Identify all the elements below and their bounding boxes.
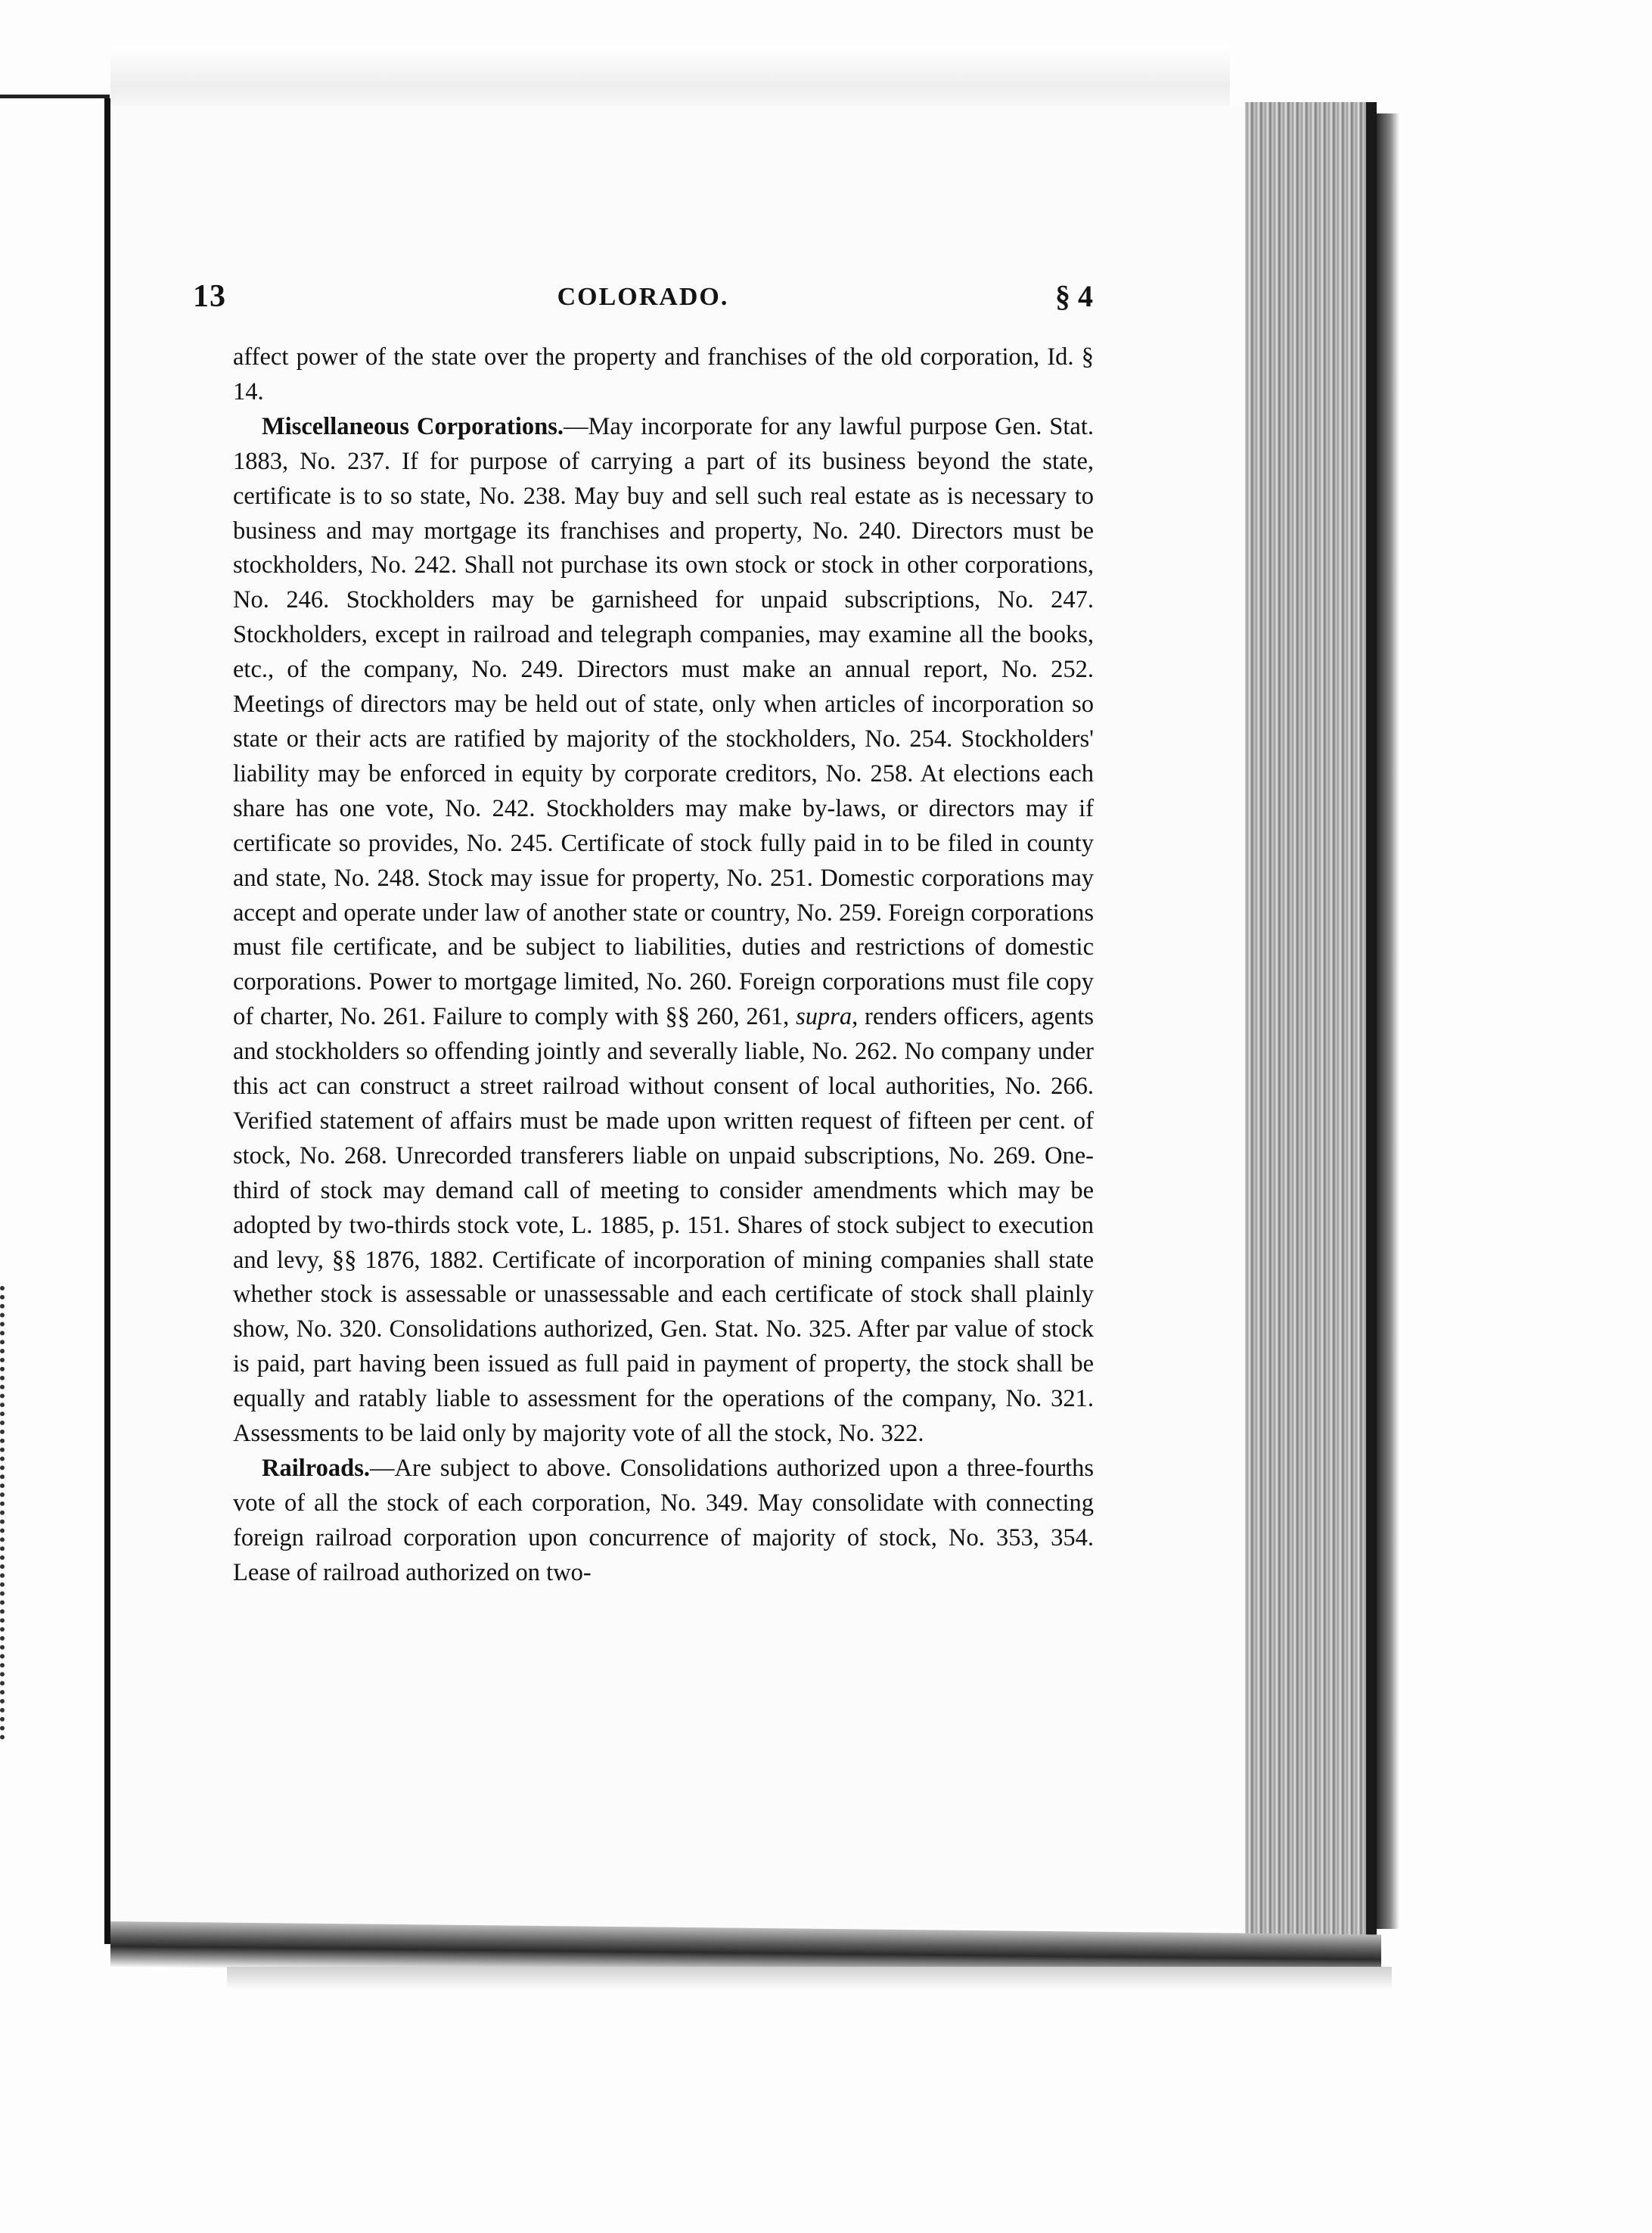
paragraph-text: affect power of the state over the property and franchises of the old corporation, Id. § 14. — [233, 343, 1094, 405]
paragraph-italic-term: supra — [796, 1003, 852, 1031]
page-number: 13 — [193, 279, 226, 314]
body-text — [233, 340, 1094, 1591]
paragraph-heading: Miscellaneous Corporations. — [262, 412, 564, 440]
section-mark: § 4 — [1055, 279, 1093, 313]
paragraph-text: —May incorporate for any lawful purpose Gen. Stat. 1883, No. 237. If for purpose of carrying a part of its business beyond the state, certificate is to so state, No. 238. May buy and sell such real estate as is necessary to business and may mortgage its franchises and property, No. 240. Directors must be stockholders, No. 242. Shall not purchase its own stock or stock in other corporations, No. 246. Stockholders may be garnisheed for unpaid subscriptions, No. 247. Stockholders, except in railroad and telegraph companies, may examine all the books, etc., of the company, No. 249. Directors must make an annual report, No. 252. Meetings of directors may be held out of state, only when articles of incorporation so state or their acts are ratified by majority of the stockholders, No. 254. Stockholders' liability may be enforced in equity by corporate creditors, No. 258. At elections each share has one vote, No. 242. Stockholders may make by-laws, or directors may if certificate so provides, No. 245. Certificate of stock fully paid in to be filed in county and state, No. 248. Stock may issue for property, No. 251. Domestic corporations may accept and operate under law of another state or country, No. 259. Foreign corporations must file certificate, and be subject to liabilities, duties and restrictions of domestic corporations. Power to mortgage limited, No. 260. Foreign corporations must file copy of charter, No. 261. Failure to comply with §§ 260, 261, — [233, 412, 1094, 1031]
paragraph-text-continued: , renders officers, agents and stockholders so offending jointly and severally liable, No. 262. No company under this act can construct a street railroad without consent of local authorities, No. 266. Verified statement of affairs must be made upon written request of fifteen per cent. of stock, No. 268. Unrecorded transferers liable on unpaid subscriptions, No. 269. One-third of stock may demand call of meeting to consider amendments which may be adopted by two-thirds stock vote, L. 1885, p. 151. Shares of stock subject to execution and levy, §§ 1876, 1882. Certificate of incorporation of mining companies shall state whether stock is assessable or unassessable and each certificate of stock shall plainly show, No. 320. Consolidations authorized, Gen. Stat. No. 325. After par value of stock is paid, part having been issued as full paid in payment of property, the stock shall be equally and ratably liable to assessment for the operations of the company, No. 321. Assessments to be laid only by majority vote of all the stock, No. 322. — [233, 1003, 1094, 1448]
right-page-shadow — [1377, 113, 1399, 1929]
left-page-margin-marks — [0, 1286, 12, 1740]
paragraph-heading: Railroads. — [262, 1455, 370, 1482]
left-page-top-edge — [0, 95, 110, 98]
paragraph-text: —Are subject to above. Consolidations authorized upon a three-fourths vote of all the stock of each corporation, No. 349. May consolidate with connecting foreign railroad corporation upon concurrence of majority of stock, No. 353, 354. Lease of railroad authorized on two- — [233, 1455, 1094, 1586]
running-head-title: COLORADO. — [557, 283, 729, 311]
right-page-stack — [1245, 102, 1377, 1940]
paragraph-miscellaneous-corporations — [233, 410, 1094, 1452]
top-page-shadow — [110, 45, 1230, 113]
bottom-shadow — [227, 1967, 1392, 1989]
paragraph-railroads — [233, 1452, 1094, 1591]
running-head — [193, 278, 1093, 316]
left-page-binding-edge — [104, 98, 110, 1944]
paragraph-continuation — [233, 340, 1094, 410]
